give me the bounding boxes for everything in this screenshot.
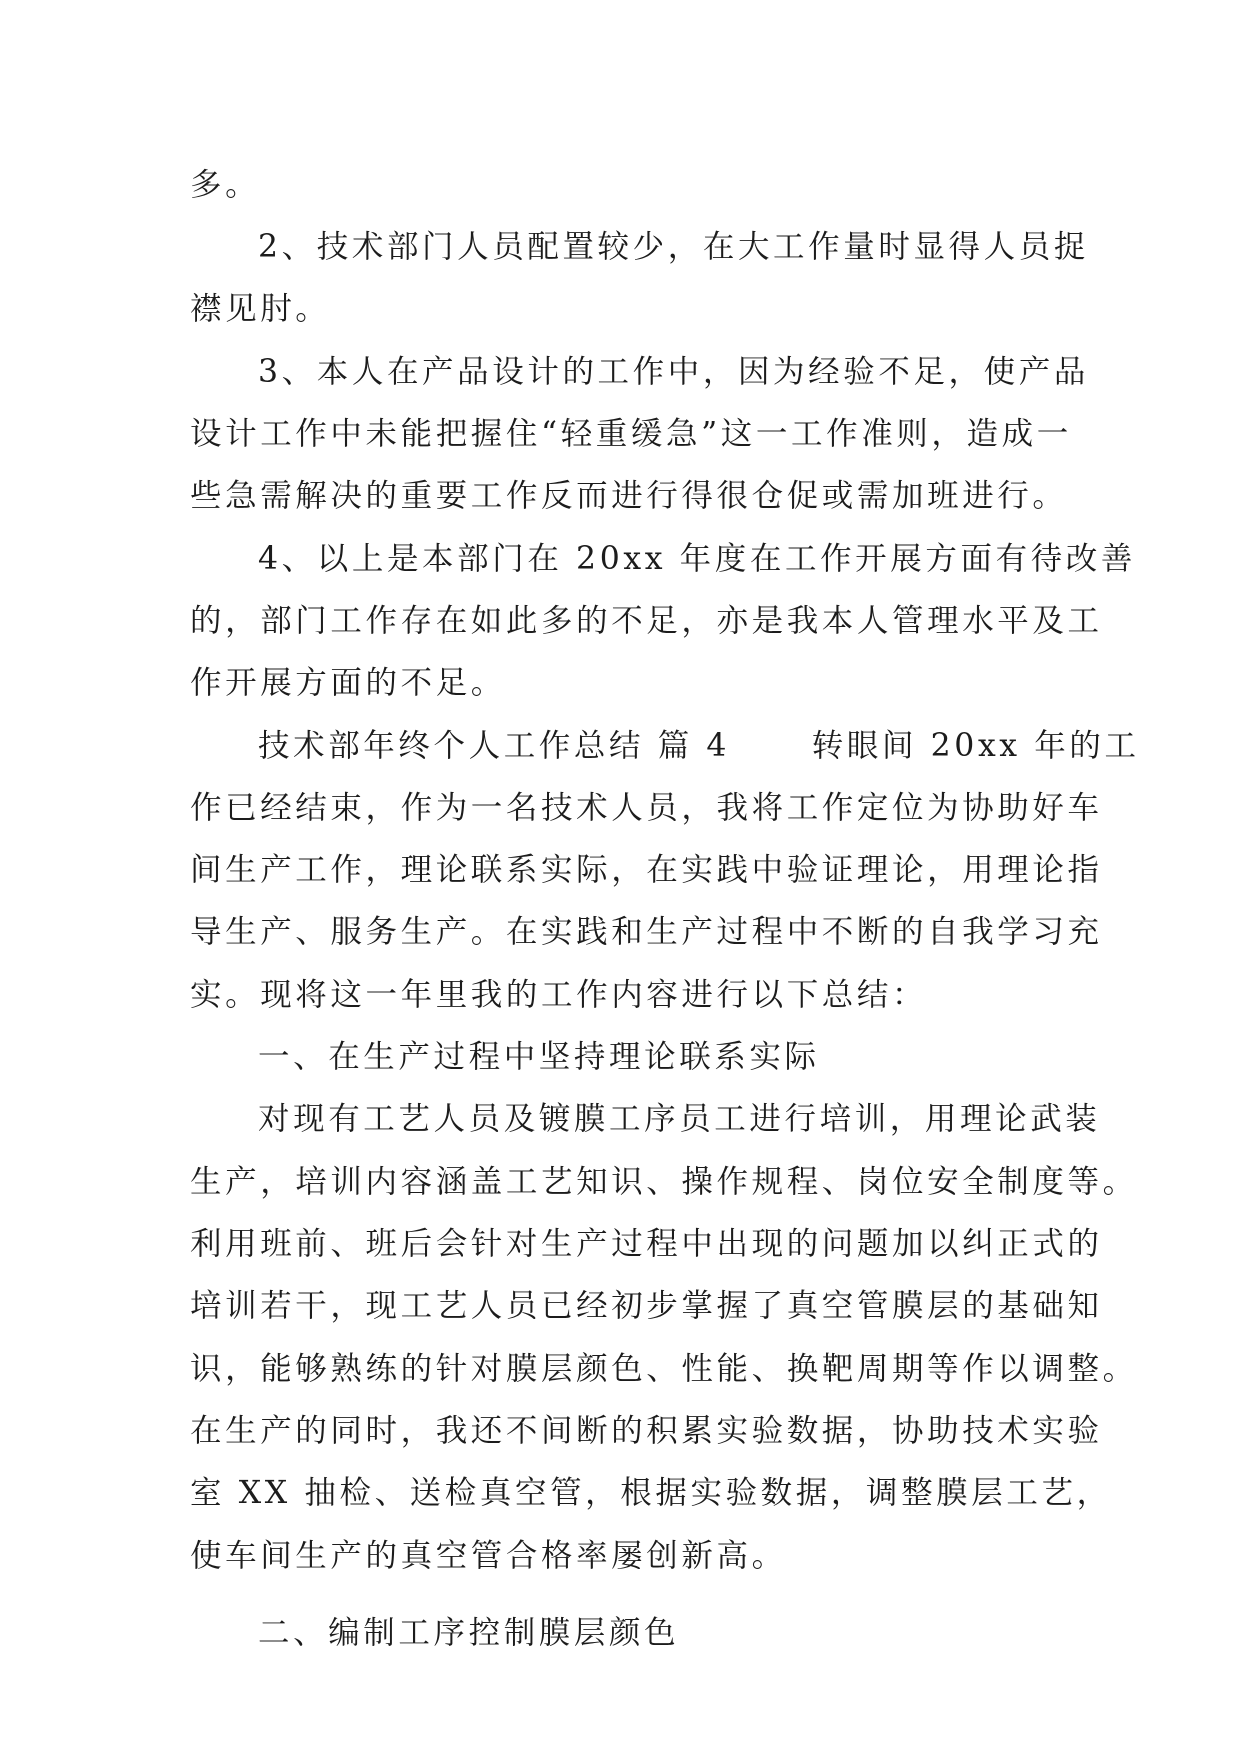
text-line: 在生产的同时，我还不间断的积累实验数据，协助技术实验 bbox=[190, 1413, 1103, 1449]
text-line: 些急需解决的重要工作反而进行得很仓促或需加班进行。 bbox=[190, 478, 1068, 514]
text-line: 襟见肘。 bbox=[190, 291, 331, 327]
text-line: 识，能够熟练的针对膜层颜色、性能、换靶周期等作以调整。 bbox=[190, 1351, 1138, 1387]
text-line: 导生产、服务生产。在实践和生产过程中不断的自我学习充 bbox=[190, 914, 1103, 950]
subheading-line: 二、编制工序控制膜层颜色 bbox=[258, 1615, 680, 1651]
text-line: 间生产工作，理论联系实际，在实践中验证理论，用理论指 bbox=[190, 852, 1103, 888]
text-line: 室 XX 抽检、送检真空管，根据实验数据，调整膜层工艺， bbox=[190, 1475, 1112, 1511]
text-line: 作开展方面的不足。 bbox=[190, 665, 506, 701]
subheading-line: 一、在生产过程中坚持理论联系实际 bbox=[258, 1039, 820, 1075]
text-line: 作已经结束，作为一名技术人员，我将工作定位为协助好车 bbox=[190, 790, 1103, 826]
text-line: 实。现将这一年里我的工作内容进行以下总结： bbox=[190, 977, 928, 1013]
text-line: 设计工作中未能把握住“轻重缓急”这一工作准则，造成一 bbox=[190, 416, 1072, 452]
text-line: 生产，培训内容涵盖工艺知识、操作规程、岗位安全制度等。 bbox=[190, 1164, 1138, 1200]
text-line: 3、本人在产品设计的工作中，因为经验不足，使产品 bbox=[258, 354, 1089, 390]
text-line: 利用班前、班后会针对生产过程中出现的问题加以纠正式的 bbox=[190, 1226, 1103, 1262]
section-heading-line: 技术部年终个人工作总结 篇 4 转眼间 20xx 年的工 bbox=[258, 728, 1140, 764]
text-line: 使车间生产的真空管合格率屡创新高。 bbox=[190, 1538, 787, 1574]
text-line: 对现有工艺人员及镀膜工序员工进行培训，用理论武装 bbox=[258, 1101, 1101, 1137]
text-line: 多。 bbox=[190, 167, 261, 203]
text-line: 4、以上是本部门在 20xx 年度在工作开展方面有待改善 bbox=[258, 541, 1136, 577]
text-line: 培训若干，现工艺人员已经初步掌握了真空管膜层的基础知 bbox=[190, 1288, 1103, 1324]
text-line: 的，部门工作存在如此多的不足，亦是我本人管理水平及工 bbox=[190, 603, 1103, 639]
text-line: 2、技术部门人员配置较少，在大工作量时显得人员捉 bbox=[258, 229, 1089, 265]
